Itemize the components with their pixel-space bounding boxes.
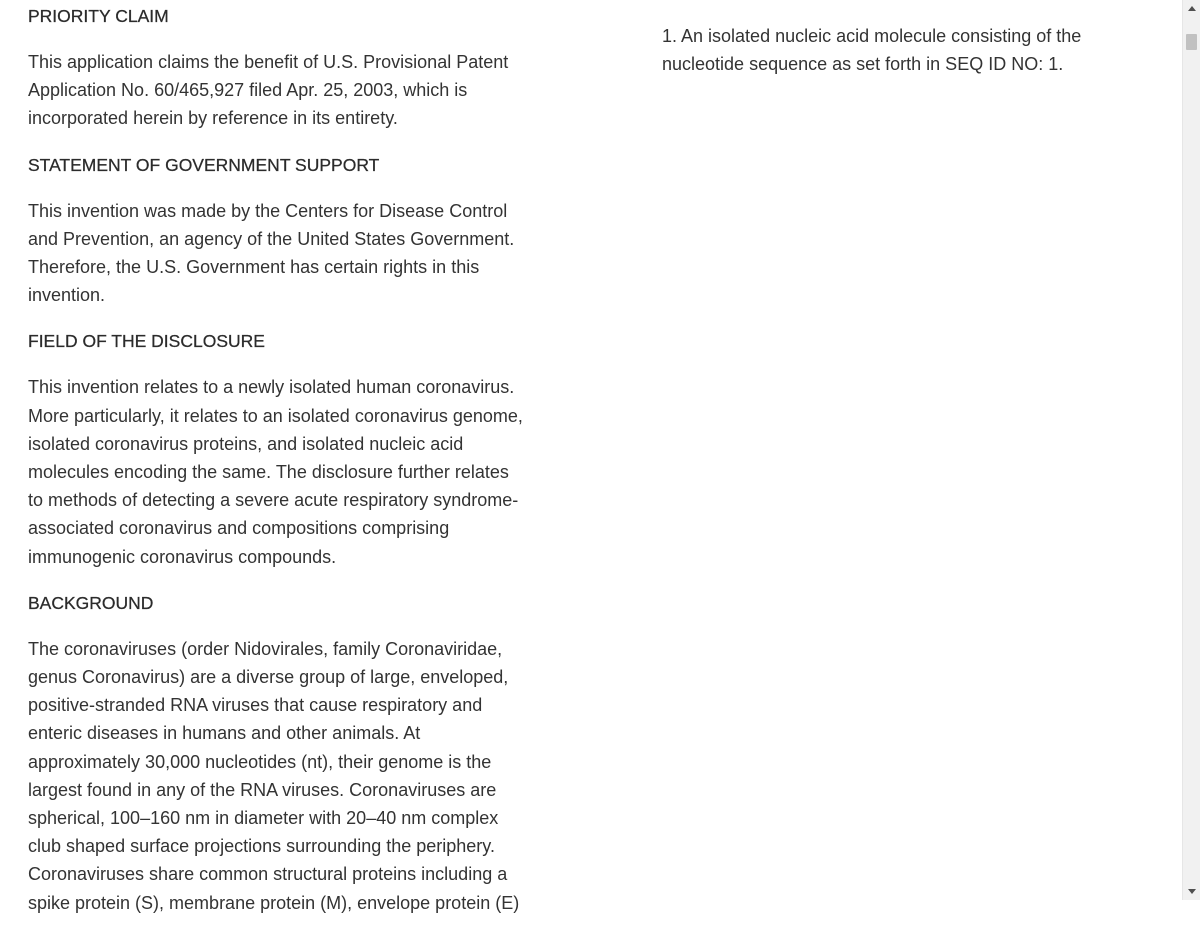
background-heading: BACKGROUND [28, 592, 154, 613]
priority-claim-text: This application claims the benefit of U.S. Provisional Patent Application No. 60/465,927 filed Apr. 25, 2003, which is incorporated herein by reference in its entirety. [28, 52, 509, 129]
scroll-thumb[interactable] [1186, 34, 1197, 50]
claims-column [662, 22, 1112, 78]
description-column [28, 2, 528, 935]
arrow-down-icon [1188, 889, 1196, 894]
vertical-scrollbar[interactable] [1182, 0, 1200, 900]
claim-1: 1. An isolated nucleic acid molecule consisting of the nucleotide sequence as set forth in SEQ ID NO: 1. [662, 26, 1082, 75]
priority-claim-heading: PRIORITY CLAIM [28, 6, 169, 26]
field-of-disclosure-text: This invention relates to a newly isolated human coronavirus. More particularly, it relates to an isolated coronavirus genome, isolated coronavirus proteins, and isolated nucleic acid molecules encoding the same. The disclosure further relates to methods of detecting a severe acute respiratory syndrome-associated coronavirus and compositions comprising immunogenic coronavirus compounds. [28, 377, 523, 567]
arrow-up-icon [1188, 6, 1196, 11]
government-support-text: This invention was made by the Centers for Disease Control and Prevention, an agency of the United States Government. Therefore, the U.S. Government has certain rights in this invention. [28, 200, 515, 306]
field-of-disclosure-heading: FIELD OF THE DISCLOSURE [28, 331, 265, 352]
scroll-down-button[interactable] [1183, 883, 1200, 900]
scroll-up-button[interactable] [1183, 0, 1200, 17]
government-support-heading: STATEMENT OF GOVERNMENT SUPPORT [28, 154, 380, 175]
background-text: The coronaviruses (order Nidovirales, family Coronaviridae, genus Coronavirus) are a diverse group of large, enveloped, positive-stranded RNA viruses that cause respiratory and enteric diseases in humans and other animals. At approximately 30,000 nucleotides (nt), their genome is the largest found in any of the RNA viruses. Coronaviruses are spherical, 100–160 nm in diameter with 20–40 nm complex club shaped surface projections surrounding the periphery. Coronaviruses share common structural proteins including a spike protein (S), membrane protein (M), envelope protein (E) [28, 638, 520, 913]
